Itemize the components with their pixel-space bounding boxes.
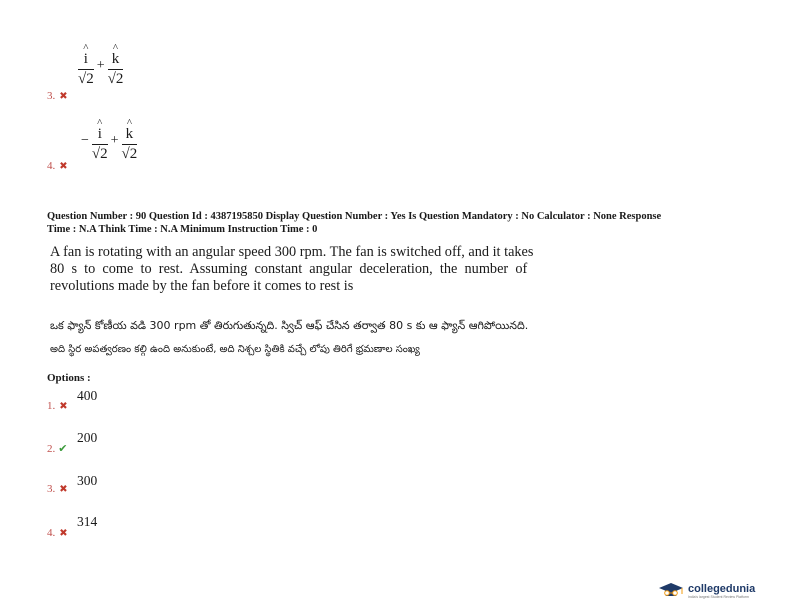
question-header-line1: Question Number : 90 Question Id : 4387195850 Display Question Number : Yes Is Question Mandatory : No Calculator : None Response (47, 211, 662, 222)
logo-tagline: India's largest Student Review Platform (688, 594, 749, 599)
prev-option-4-number: 4. ✖ (47, 160, 68, 172)
option-2-number: 2. ✔ (47, 442, 68, 455)
question-text-telugu: ఒక ఫ్యాన్ కోణీయ వడి 300 rpm తో తిరుగుతున్నది. స్విచ్ ఆఫ్ చేసిన తర్వాత 80 s కు ఆ ఫ్యాన్ ఆగిపోయినది. అది స్థిర అపత్వరణం కల్గి ఉంది అనుకుంటే, అది నిశ్చల స్థితికి వచ్చే లోపు తిరిగే భ్రమణాల సంఖ్య (50, 319, 529, 355)
question-header (47, 210, 661, 236)
wrong-mark-icon: ✖ (59, 91, 68, 102)
wrong-mark-icon: ✖ (59, 161, 68, 172)
option-4-value: 314 (77, 514, 98, 529)
fraction-k-over-root2: ^ k √2 (107, 42, 124, 87)
wrong-mark-icon: ✖ (59, 484, 68, 495)
option-3-number: 3. ✖ (47, 483, 68, 495)
prev-option-4-formula: − ^ i √2 + ^ k √2 (81, 117, 138, 162)
option-4-number: 4. ✖ (47, 527, 68, 539)
options-label: Options : (47, 372, 91, 384)
prev-option-3-formula: ^ i √2 + ^ k √2 (78, 42, 124, 87)
logo-name: collegedunia (688, 582, 756, 595)
correct-check-icon: ✔ (58, 442, 68, 455)
option-3-value: 300 (77, 473, 98, 488)
question-header-line2: Time : N.A Think Time : N.A Minimum Instruction Time : 0 (47, 224, 318, 235)
wrong-mark-icon: ✖ (59, 401, 68, 412)
graduation-cap-icon (658, 582, 684, 600)
option-1-number: 1. ✖ (47, 400, 68, 412)
wrong-mark-icon: ✖ (59, 528, 68, 539)
question-text-english: A fan is rotating with an angular speed 300 rpm. The fan is switched off, and it takes 80 s to come to rest. Assuming constant angular deceleration, the number of revolutions made by the fan before it comes to rest is (50, 244, 534, 294)
collegedunia-logo (658, 582, 755, 600)
prev-option-3-number: 3. ✖ (47, 90, 68, 102)
fraction-i-over-root2: ^ i √2 (91, 117, 108, 162)
option-1-value: 400 (77, 388, 98, 403)
fraction-i-over-root2: ^ i √2 (78, 42, 94, 87)
option-2-value: 200 (77, 430, 98, 445)
fraction-k-over-root2: ^ k √2 (121, 117, 138, 162)
